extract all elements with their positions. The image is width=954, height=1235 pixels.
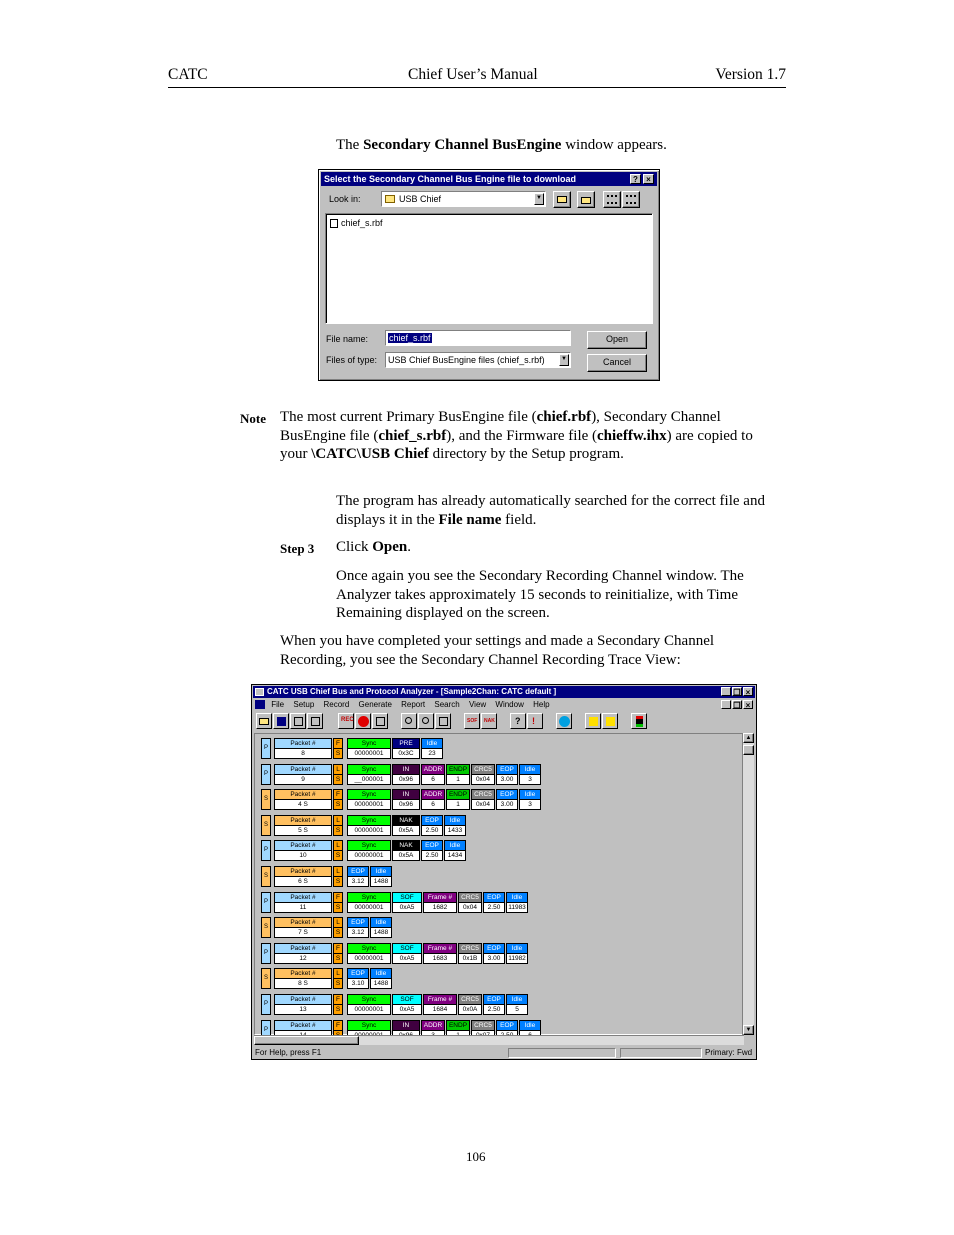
idle-field-cell: Idle 3 [519, 764, 541, 785]
idle-field-cell: Idle 1488 [370, 968, 392, 989]
notes-icon[interactable]: ? [510, 713, 526, 729]
minimize-icon[interactable]: _ [721, 687, 731, 696]
addr-field-cell: ADDR 6 [421, 789, 445, 810]
dialog-title: Select the Secondary Channel Bus Engine file to download [324, 174, 577, 184]
packet-number-cell: Packet # 10 [274, 840, 332, 861]
file-name-label: File name: [326, 334, 369, 344]
packet-marker: S [261, 815, 271, 836]
menu-help[interactable]: Help [533, 700, 550, 709]
sync-field-cell: Sync 00000001 [347, 738, 391, 759]
packet-marker: P [261, 892, 271, 913]
look-in-value: USB Chief [399, 194, 442, 204]
idle-field-cell: Idle 1433 [444, 815, 466, 836]
list-view-button[interactable] [603, 191, 621, 208]
sync-field-cell: Sync 00000001 [347, 994, 391, 1015]
close-icon[interactable]: × [743, 687, 753, 696]
endp-field-cell: ENDP [446, 1020, 470, 1041]
intro-text: The Secondary Channel BusEngine window appears. [336, 137, 667, 153]
packet-marker: S [261, 968, 271, 989]
packet-number-cell: Packet # 7 S [274, 917, 332, 938]
idle-field-cell: Idle [519, 1020, 541, 1041]
eop-field-cell: EOP 2.50 [421, 840, 443, 861]
frame-field-cell: Frame # 1684 [423, 994, 457, 1015]
packet-number-cell: Packet # 6 S [274, 866, 332, 887]
nak-field-cell: NAK 0x5A [392, 815, 420, 836]
look-in-select[interactable] [381, 191, 546, 207]
crc-field-cell: CRC5 0x0A [458, 994, 482, 1015]
file-dialog [318, 169, 660, 381]
hscroll-thumb[interactable] [254, 1036, 359, 1045]
packet-marker: S [261, 789, 271, 810]
app-icon [255, 688, 264, 696]
eop-field-cell: EOP [496, 1020, 518, 1041]
step-label: Step 3 [280, 541, 315, 556]
menu-file[interactable]: File [271, 700, 285, 709]
save-icon[interactable] [273, 713, 289, 729]
endp-field-cell: ENDP 1 [446, 764, 470, 785]
goto-icon[interactable] [435, 713, 451, 729]
file-name-value: chief_s.rbf [389, 333, 431, 343]
header-center: Chief User’s Manual [408, 66, 538, 83]
file-name-input[interactable] [385, 330, 571, 346]
idle-field-cell: Idle 1434 [444, 840, 466, 861]
menu-bar [253, 698, 755, 711]
crc-field-cell: CRC5 0x04 [471, 764, 495, 785]
packet-number-cell: Packet # 8 [274, 738, 332, 759]
header-right: Version 1.7 [715, 66, 786, 83]
step-text: Click Open. [336, 539, 412, 555]
search-icon[interactable] [401, 713, 417, 729]
sof-field-cell: SOF 0xA5 [392, 892, 422, 913]
chevron-down-icon[interactable]: ▼ [534, 193, 544, 205]
sync-field-cell: Sync 00000001 [347, 789, 391, 810]
packet-marker: P [261, 994, 271, 1015]
sync-field-cell: Sync [347, 1020, 391, 1041]
scroll-thumb[interactable] [743, 745, 754, 755]
eop-field-cell: EOP 3.00 [496, 764, 518, 785]
open-button[interactable]: Open [587, 331, 647, 349]
flags-cell: F S [333, 943, 343, 964]
eop-field-cell: EOP 2.50 [421, 815, 443, 836]
in-field-cell: IN 0x96 [392, 789, 420, 810]
status-help: For Help, press F1 [255, 1048, 322, 1057]
eop-field-cell: EOP 2.50 [483, 994, 505, 1015]
help-icon[interactable]: ? [630, 174, 641, 184]
flags-cell: L S [333, 968, 343, 989]
header-left: CATC [168, 66, 208, 83]
packet-number-cell: Packet # 9 [274, 764, 332, 785]
idle-field-cell: Idle 3 [519, 789, 541, 810]
horizontal-scrollbar[interactable] [254, 1035, 744, 1045]
stop-icon[interactable] [355, 713, 371, 729]
packet-marker: P [261, 840, 271, 861]
dialog-titlebar [321, 172, 657, 186]
crc-field-cell: CRC5 0x1B [458, 943, 482, 964]
status-bar [253, 1047, 755, 1059]
packet-number-cell: Packet # 11 [274, 892, 332, 913]
up-folder-button[interactable] [553, 191, 571, 208]
flags-cell: L S [333, 917, 343, 938]
files-type-value: USB Chief BusEngine files (chief_s.rbf) [388, 355, 545, 365]
cancel-button[interactable]: Cancel [587, 354, 647, 372]
flags-cell: L S [333, 764, 343, 785]
packet-marker: P [261, 1020, 271, 1041]
crc-field-cell: CRC5 [471, 1020, 495, 1041]
timing-icon[interactable] [556, 713, 572, 729]
packet-number-cell: Packet # 4 S [274, 789, 332, 810]
traffic-light-icon[interactable] [631, 713, 647, 729]
nak-field-cell: NAK 0x5A [392, 840, 420, 861]
crc-field-cell: CRC5 0x04 [458, 892, 482, 913]
packet-number-cell: Packet # 8 S [274, 968, 332, 989]
sof-field-cell: SOF 0xA5 [392, 994, 422, 1015]
eop-field-cell: EOP 3.10 [347, 968, 369, 989]
child-minimize-icon[interactable]: _ [721, 700, 731, 709]
restore-icon[interactable]: ❐ [733, 688, 741, 697]
packet-marker: S [261, 866, 271, 887]
new-folder-button[interactable] [577, 191, 595, 208]
folder-icon [385, 195, 395, 203]
app-titlebar [253, 686, 755, 698]
scroll-down-icon[interactable]: ▼ [743, 1025, 754, 1035]
packet-marker: P [261, 943, 271, 964]
nak-filter-icon[interactable]: NAK [481, 713, 497, 729]
flags-cell: L S [333, 840, 343, 861]
eop-field-cell: EOP 3.00 [496, 789, 518, 810]
frame-field-cell: Frame # 1682 [423, 892, 457, 913]
menu-search[interactable]: Search [434, 700, 460, 709]
sync-field-cell: Sync __000001 [347, 764, 391, 785]
flags-cell: F [333, 1020, 343, 1041]
marker-icon[interactable] [585, 713, 601, 729]
list-view-icon [607, 195, 617, 204]
doc-icon [255, 700, 265, 709]
vertical-scrollbar[interactable] [742, 733, 754, 1035]
sof-field-cell: SOF 0xA5 [392, 943, 422, 964]
packet-number-cell: Packet # [274, 1020, 332, 1041]
child-close-icon[interactable]: × [743, 700, 753, 709]
hide-icon[interactable] [602, 713, 618, 729]
page-number: 106 [466, 1149, 486, 1164]
sync-field-cell: Sync 00000001 [347, 840, 391, 861]
sync-field-cell: Sync 00000001 [347, 892, 391, 913]
eop-field-cell: EOP 3.00 [483, 943, 505, 964]
idle-field-cell: Idle 5 [506, 994, 528, 1015]
idle-field-cell: Idle 11982 [506, 943, 528, 964]
flags-cell: F S [333, 789, 343, 810]
file-item-name: chief_s.rbf [341, 218, 383, 228]
sync-field-cell: Sync 00000001 [347, 943, 391, 964]
addr-field-cell: ADDR 6 [421, 764, 445, 785]
paragraph-trace-view: When you have completed your settings and made a Secondary Channel Recording, you see the Secondary Channel Recording Trace View: [280, 633, 715, 668]
packet-marker: S [261, 917, 271, 938]
status-pane [620, 1048, 702, 1058]
setup-icon[interactable] [290, 713, 306, 729]
eop-field-cell: EOP 3.12 [347, 866, 369, 887]
flags-cell: F S [333, 994, 343, 1015]
files-type-select[interactable] [385, 352, 571, 368]
paragraph-reinit: Once again you see the Secondary Recording Channel window. The Analyzer takes approximately 15 seconds to reinitialize, with Time Remaining displayed on the screen. [336, 568, 744, 621]
chevron-down-icon[interactable]: ▼ [559, 354, 569, 366]
child-restore-icon[interactable]: ❐ [733, 701, 741, 710]
open-file-icon[interactable] [256, 713, 272, 729]
sync-field-cell: Sync 00000001 [347, 815, 391, 836]
details-view-icon [626, 195, 636, 204]
analyzer-window [251, 684, 757, 1060]
record-icon[interactable]: REC [338, 713, 354, 729]
packet-marker: P [261, 764, 271, 785]
menu-report[interactable]: Report [401, 700, 426, 709]
flags-cell: L S [333, 866, 343, 887]
files-type-label: Files of type: [326, 355, 378, 365]
trigger-icon[interactable] [372, 713, 388, 729]
flags-cell: F S [333, 892, 343, 913]
eop-field-cell: EOP 3.12 [347, 917, 369, 938]
menu-view[interactable]: View [468, 700, 487, 709]
packet-marker: P [261, 738, 271, 759]
menu-record[interactable]: Record [323, 700, 350, 709]
new-folder-icon [581, 197, 591, 204]
trace-view[interactable] [254, 733, 744, 1035]
look-in-label: Look in: [329, 194, 361, 204]
sof-filter-icon[interactable]: SOF [464, 713, 480, 729]
scroll-up-icon[interactable]: ▲ [743, 733, 754, 743]
file-icon [330, 219, 338, 228]
eop-field-cell: EOP 2.50 [483, 892, 505, 913]
frame-field-cell: Frame # 1683 [423, 943, 457, 964]
flags-cell: F S [333, 738, 343, 759]
status-pane [508, 1048, 616, 1058]
in-field-cell: IN [392, 1020, 420, 1041]
paragraph-search: The program has already automatically searched for the correct file and displays it in the File name field. [336, 493, 765, 528]
toolbar [256, 713, 656, 731]
record-options-icon[interactable] [307, 713, 323, 729]
packet-number-cell: Packet # 12 [274, 943, 332, 964]
crc-field-cell: CRC5 0x04 [471, 789, 495, 810]
endp-field-cell: ENDP 1 [446, 789, 470, 810]
find-next-icon[interactable] [418, 713, 434, 729]
status-channel: Primary: Fwd [705, 1048, 753, 1057]
idle-field-cell: Idle 23 [421, 738, 443, 759]
idle-field-cell: Idle 1488 [370, 917, 392, 938]
flags-cell: L S [333, 815, 343, 836]
info-icon[interactable]: ! [527, 713, 543, 729]
packet-number-cell: Packet # 13 [274, 994, 332, 1015]
app-title: CATC USB Chief Bus and Protocol Analyzer - [Sample2Chan: CATC default ] [267, 687, 557, 696]
packet-number-cell: Packet # 5 S [274, 815, 332, 836]
up-folder-icon [557, 196, 567, 203]
addr-field-cell: ADDR [421, 1020, 445, 1041]
menu-generate[interactable]: Generate [358, 700, 392, 709]
menu-setup[interactable]: Setup [293, 700, 315, 709]
pre-field-cell: PRE 0x3C [392, 738, 420, 759]
note-label: Note [240, 411, 266, 426]
menu-window[interactable]: Window [495, 700, 524, 709]
idle-field-cell: Idle 1488 [370, 866, 392, 887]
details-view-button[interactable] [622, 191, 640, 208]
file-list[interactable] [325, 213, 653, 324]
in-field-cell: IN 0x96 [392, 764, 420, 785]
page-header [168, 66, 786, 88]
idle-field-cell: Idle 11983 [506, 892, 528, 913]
note-text: The most current Primary BusEngine file (chief.rbf), Secondary Channel BusEngine file (chief_s.rbf), and the Firmware file (chieffw.ihx) are copied to your \CATC\USB Chief directory by the Setup program. [280, 409, 753, 462]
close-icon[interactable]: × [643, 174, 654, 184]
